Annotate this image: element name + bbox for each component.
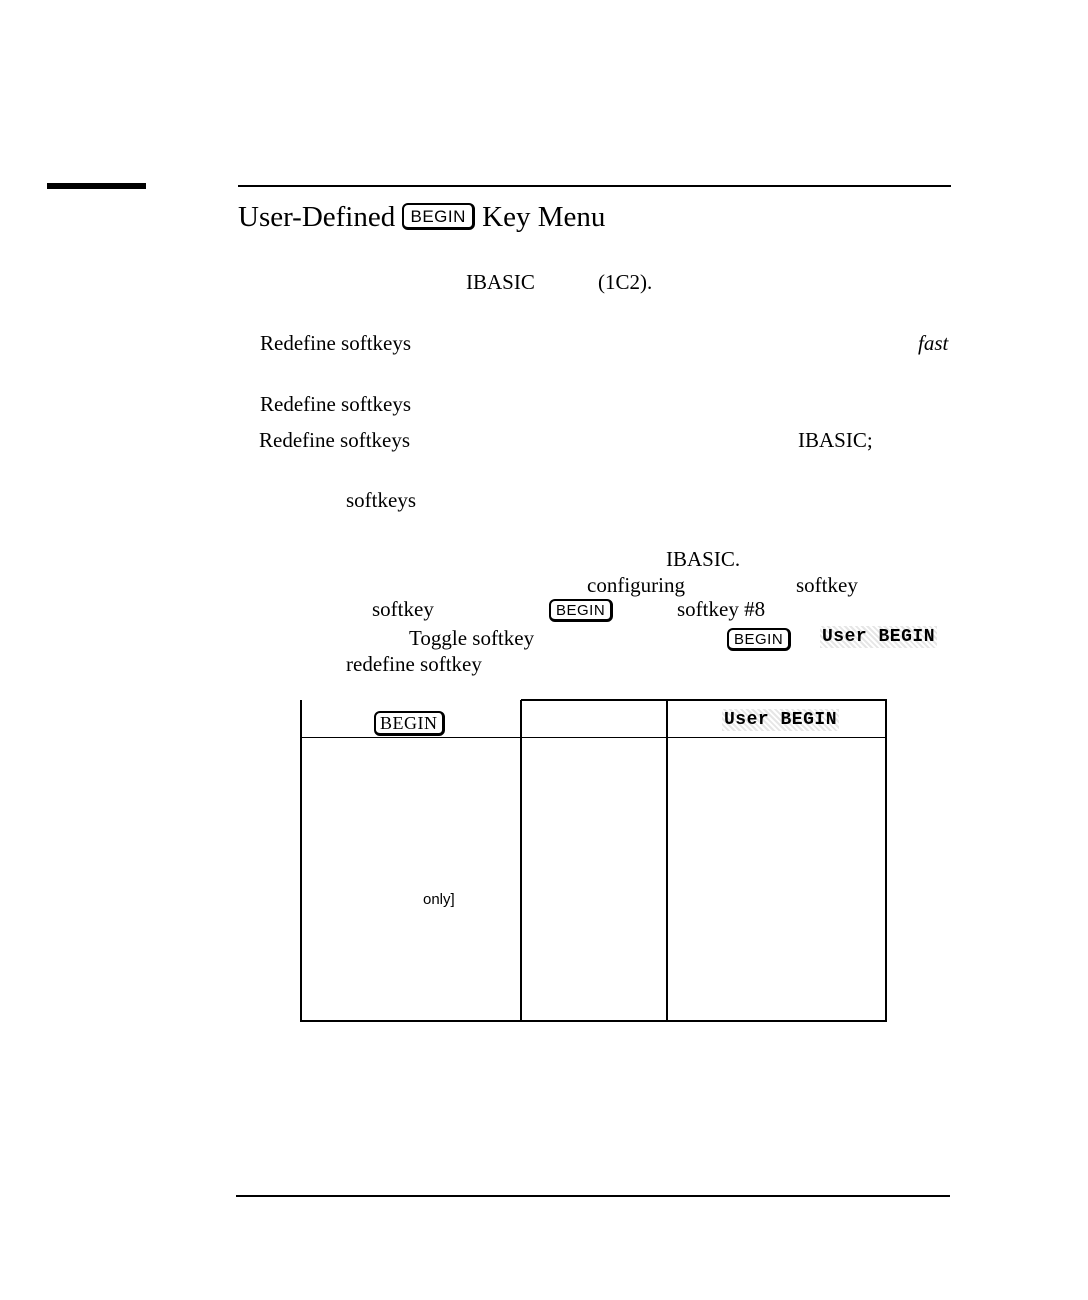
begin-key-icon: BEGIN <box>727 628 791 651</box>
table-col-divider-2 <box>666 700 668 1022</box>
table-top-border <box>521 699 887 701</box>
configuring-word: configuring <box>587 573 685 597</box>
ibasic-ref-3: IBASIC. <box>666 547 741 571</box>
softkey-word-2: softkey <box>372 597 434 621</box>
redefine-softkey-word: redefine softkey <box>346 652 482 676</box>
begin-key-icon: BEGIN <box>549 599 613 622</box>
table-header-col1 <box>374 711 445 736</box>
fast-word: fast <box>918 331 949 355</box>
table-note-only: only] <box>423 891 455 908</box>
begin-key-inline-1 <box>549 599 613 622</box>
margin-tab-bar <box>47 183 146 189</box>
page-title <box>238 203 605 234</box>
table-header-col3 <box>722 711 839 729</box>
begin-key-icon: BEGIN <box>374 711 445 736</box>
table-right-border <box>885 700 887 1022</box>
begin-key-icon: BEGIN <box>402 203 474 230</box>
begin-key-inline-2 <box>727 628 791 651</box>
bullet-redefine-3: Redefine softkeys <box>259 428 411 452</box>
softkeys-word: softkeys <box>346 488 416 512</box>
table-header-rule <box>300 737 887 738</box>
section-ref: (1C2). <box>598 270 653 294</box>
toggle-softkey-word: Toggle softkey <box>409 626 535 650</box>
title-suffix: Key Menu <box>482 201 606 233</box>
table-col-divider-1 <box>520 700 522 1022</box>
ibasic-ref-1: IBASIC <box>466 270 535 294</box>
softkey-word-1: softkey <box>796 573 858 597</box>
header-rule <box>238 185 951 187</box>
user-begin-label: User BEGIN <box>822 627 936 647</box>
title-prefix: User-Defined <box>238 201 396 233</box>
footer-rule <box>236 1195 950 1197</box>
bullet-redefine-2: Redefine softkeys <box>260 392 412 416</box>
softkey-8-ref: softkey #8 <box>677 597 766 621</box>
bullet-redefine-1: Redefine softkeys <box>260 331 412 355</box>
table-left-border <box>300 700 302 1022</box>
user-begin-label: User BEGIN <box>724 710 838 730</box>
ibasic-ref-2: IBASIC; <box>798 428 873 452</box>
table-bottom-border <box>300 1020 887 1022</box>
user-begin-softlabel <box>820 628 937 646</box>
